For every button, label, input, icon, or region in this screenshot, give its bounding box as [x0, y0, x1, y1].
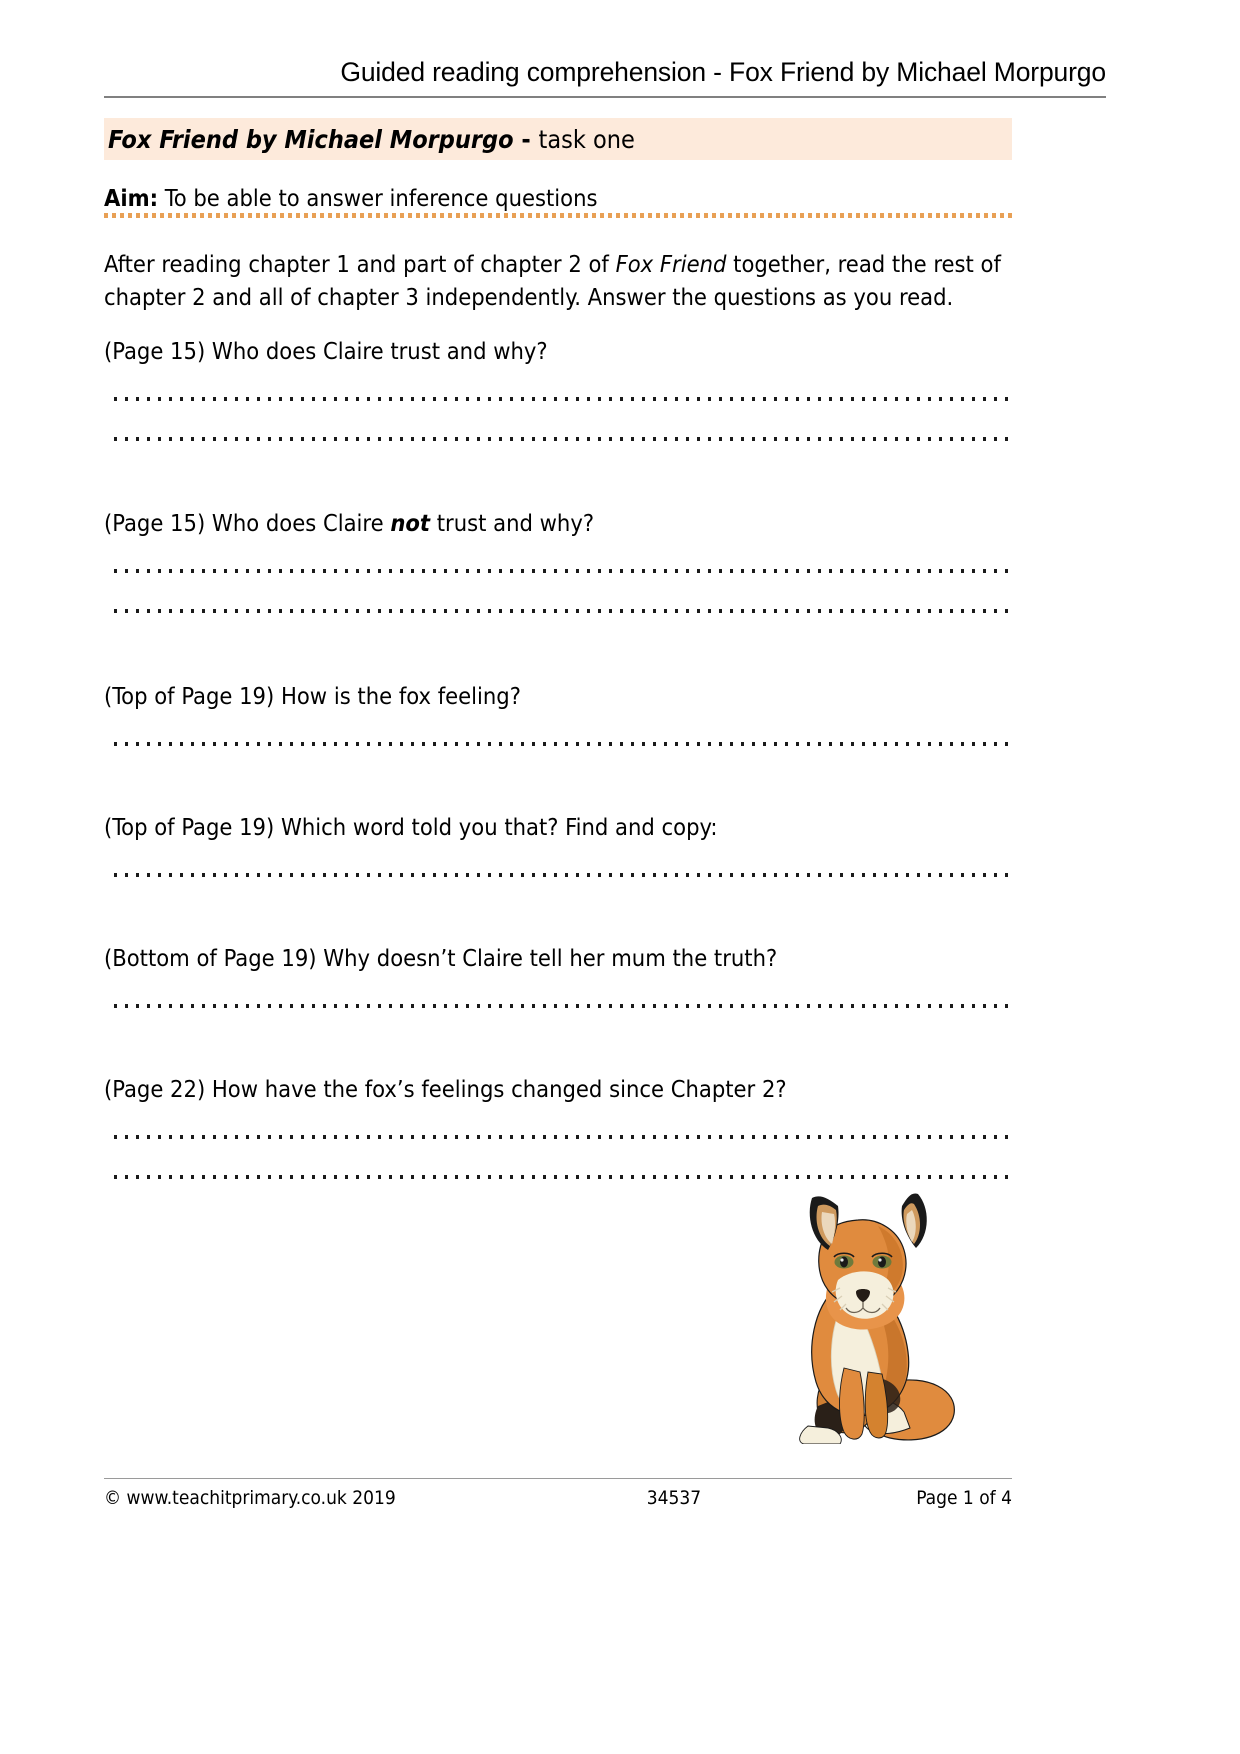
intro-paragraph [104, 248, 1004, 315]
answer-line-2-1[interactable] [114, 569, 1010, 573]
intro-text-after: together, read the rest of chapter 2 and all of chapter 3 independently. Answer the questions as you read. [104, 250, 1001, 312]
question-text-4: (Top of Page 19) Which word told you that? Find and copy: [104, 813, 718, 841]
task-banner-task-label: task one [538, 124, 635, 154]
aim-line [104, 184, 598, 212]
question-block-2 [104, 508, 1012, 613]
question-text-2-emphasis: not [390, 509, 431, 537]
answer-line-6-1[interactable] [114, 1135, 1010, 1139]
answer-line-1-1[interactable] [114, 397, 1010, 401]
answer-line-3-1[interactable] [114, 742, 1010, 746]
intro-book-title: Fox Friend [615, 250, 727, 278]
question-text-3: (Top of Page 19) How is the fox feeling? [104, 682, 521, 710]
page-footer [104, 1487, 1012, 1509]
question-block-1 [104, 336, 1012, 441]
question-block-4 [104, 812, 1012, 877]
question-text-2-suffix: trust and why? [430, 509, 595, 537]
header-title: Guided reading comprehension - Fox Friend by Michael Morpurgo [340, 57, 1106, 87]
task-banner-book-title: Fox Friend by Michael Morpurgo [108, 124, 514, 154]
aim-label: Aim: [104, 184, 159, 212]
question-block-6 [104, 1074, 1012, 1179]
task-banner-separator: - [513, 124, 539, 154]
footer-divider [104, 1478, 1012, 1479]
footer-copyright: © www.teachitprimary.co.uk 2019 [104, 1487, 396, 1509]
question-text-2 [104, 508, 1012, 539]
question-block-5 [104, 943, 1012, 1008]
question-text-6: (Page 22) How have the fox’s feelings changed since Chapter 2? [104, 1075, 787, 1103]
answer-line-2-2[interactable] [114, 609, 1010, 613]
aim-text: To be able to answer inference questions [158, 184, 598, 212]
answer-line-1-2[interactable] [114, 437, 1010, 441]
task-banner [104, 118, 1012, 160]
question-text-5: (Bottom of Page 19) Why doesn’t Claire tell her mum the truth? [104, 944, 778, 972]
header-divider [104, 96, 1106, 98]
task-banner-text [104, 125, 635, 154]
footer-page-number: Page 1 of 4 [916, 1487, 1012, 1509]
intro-text-before: After reading chapter 1 and part of chapter 2 of [104, 250, 616, 278]
fox-illustration [782, 1192, 960, 1444]
answer-line-6-2[interactable] [114, 1175, 1010, 1179]
question-text-1: (Page 15) Who does Claire trust and why? [104, 337, 548, 365]
answer-line-4-1[interactable] [114, 873, 1010, 877]
question-text-2-prefix: (Page 15) Who does Claire [104, 509, 391, 537]
aim-dotted-divider [104, 213, 1012, 218]
answer-line-5-1[interactable] [114, 1004, 1010, 1008]
footer-reference: 34537 [646, 1487, 702, 1509]
page-header [104, 56, 1106, 98]
question-block-3 [104, 681, 1012, 746]
